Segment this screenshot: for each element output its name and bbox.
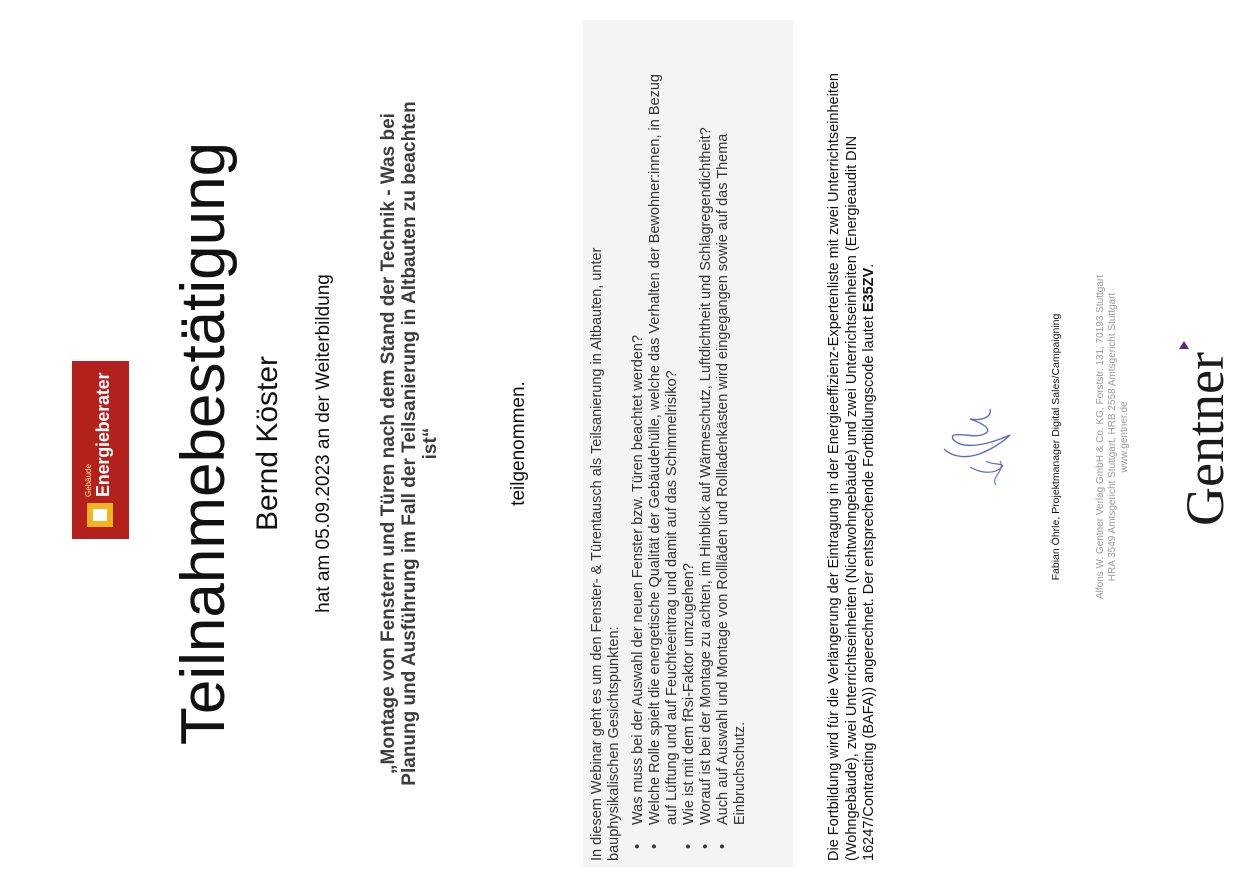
- publisher-website: www.gentner.de: [1119, 401, 1130, 473]
- bullet-item: • Auch auf Auswahl und Montage von Rollläden und Rollladenkästen wird eingegangen sowie auf das Thema Einbruchschutz.: [715, 51, 749, 861]
- publisher-line2: HRA 3549 Amtsgericht Stuttgart, HRB 2558 Amtsgericht Stuttgart: [1107, 292, 1118, 582]
- bullet-item: • Was muss bei der Auswahl der neuen Fenster bzw. Türen beachtet werden?: [630, 51, 647, 861]
- credits-end: .: [861, 263, 877, 268]
- bullet-item: • Wie ist mit dem fRsi-Faktor umzugehen?: [681, 51, 698, 861]
- participant-name: Bernd Köster: [251, 355, 284, 532]
- credits-text: [826, 21, 879, 861]
- publisher-line1: Alfons W. Gentner Verlag GmbH & Co. KG, Forststr. 131, 70193 Stuttgart: [1095, 274, 1106, 600]
- signer-name: Fabian Öhrle, Projektmanager Digital Sales/Campaigning: [1050, 313, 1062, 581]
- bullet-item: • Worauf ist bei der Montage zu achten, im Hinblick auf Wärmeschutz, Luftdichtheit und Schlagregendichtheit?: [698, 51, 715, 861]
- signature-image: [920, 387, 1030, 507]
- logo-line2: Energieberater: [93, 372, 113, 497]
- content-lead: In diesem Webinar geht es um den Fenster- & Türentausch als Teilsanierung in Altbauten, unter bauphysikalischen Gesichtspunkten:: [589, 247, 622, 861]
- certificate-title: Teilnahmebestätigung: [169, 141, 238, 746]
- logo-square-icon: [87, 503, 113, 527]
- training-code: E35ZV: [861, 267, 877, 313]
- gentner-mark-icon: [1179, 341, 1189, 349]
- participation-text: teilgenommen.: [508, 381, 529, 506]
- publisher-info: [1095, 247, 1131, 627]
- course-title: „Montage von Fenstern und Türen nach dem Stand der Technik - Was bei Planung und Ausführung im Fall der Teilsanierung in Altbauten zu beachten ist“: [378, 101, 441, 786]
- intro-text: hat am 05.09.2023 an der Weiterbildung: [313, 274, 334, 613]
- gentner-logo: [1175, 329, 1235, 549]
- gentner-wordmark: Gentner: [1175, 352, 1235, 526]
- credits-body: Die Fortbildung wird für die Verlängerung der Eintragung in der Energieeffizienz-Expertenliste mit zwei Unterrichtseinheiten (Wohngebäude), zwei Unterrichtseinheiten (Nichtwohngebäude) und zwei Unterrichtseinheiten (Energieaudit DIN 16247/Contracting (BAFA)) angerechnet. Der entsprechende Fortbildungscode lautet: [826, 73, 877, 861]
- bullet-item: • Welche Rolle spielt die energetische Qualität der Gebäudehülle, welche das Verhalten der Bewohner:innen, in Bezug auf Lüftung und auf Feuchteeintrag und damit auf das Schimmelrisiko?: [647, 51, 681, 861]
- logo-line1: Gebäude: [84, 464, 93, 497]
- energieberater-logo: [72, 361, 129, 539]
- content-bullets: [630, 51, 749, 861]
